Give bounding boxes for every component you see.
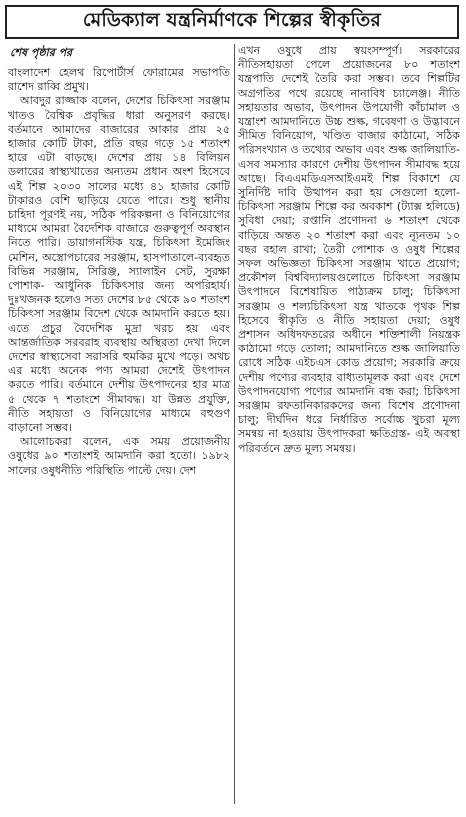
continued-note: শেষ পৃষ্ঠার পর xyxy=(10,46,73,59)
paragraph: এখন ওষুধে প্রায় স্বয়ংসম্পূর্ণ। সরকারের নীতিসহায়তা পেলে প্রয়োজনের ৮০ শতাংশ যন্ত্রপাতি দেশেই তৈরি করা সম্ভব। তবে শিল্পটির অগ্রগতির পথে রয়েছে নানাবিধ চ্যালেঞ্জ। নীতি সহায়তার অভাব, উৎপাদন উপযোগী কাঁচামাল ও যন্ত্রাংশ আমদানিতে উচ্চ শুল্ক, গবেষণা ও উদ্ভাবনে সীমিত বিনিয়োগ, খণ্ডিত বাজার কাঠামো, সঠিক পরিসংখ্যান ও তথ্যের অভাব এবং শুল্ক জালিয়াতি- এসব সমস্যার কারণে দেশীয় উৎপাদন সীমাবদ্ধ হয়ে আছে। বিএএমডিএসআইএমই শিল্প বিকাশে যে সুনির্দিষ্ট দাবি উত্থাপন করা হয় সেগুলো হলো-চিকিৎসা সরঞ্জাম শিল্পে কর অবকাশ (ট্যাক্স হলিডে) সুবিধা দেয়া; রপ্তানি প্রণোদনা ৬ শতাংশ থেকে বাড়িয়ে অন্তত ২০ শতাংশ করা এবং ন্যূনতম ১০ বছর বহাল রাখা; তৈরী পোশাক ও ওষুধ শিল্পের সফল অভিজ্ঞতা চিকিৎসা সরঞ্জাম খাতে প্রয়োগ; প্রকৌশল বিশ্ববিদ্যালয়গুলোতে চিকিৎসা সরঞ্জাম উৎপাদনে বিশেষায়িত পাঠ্যক্রম চালু; চিকিৎসা সরঞ্জাম ও শল্যচিকিৎসা যন্ত্র খাতকে পৃথক শিল্প হিসেবে স্বীকৃতি ও নীতি সহায়তা দেয়া; ওষুধ প্রশাসন অধিদফতরের অধীনে শক্তিশালী নিয়ন্ত্রক কাঠামো গড়ে তোলা; আমদানিতে শুল্ক জালিয়াতি রোধে সঠিক এইচএস কোড প্রয়োগ; সরকারি ক্রয়ে দেশীয় পণ্যের ব্যবহার বাধ্যতামূলক করা এবং দেশে উৎপাদনযোগ্য পণ্যের আমদানি বন্ধ করা; চিকিৎসা সরঞ্জাম রফতানিকারকদের জন্য বিশেষ প্রণোদনা চালু; দীর্ঘদিন ধরে নির্ধারিত সর্বোচ্চ খুচরা মূল্য সমন্বয় না হওয়ায় উৎপাদকরা ক্ষতিগ্রস্ত- এই অবস্থা পরিবর্তনে দ্রুত মূল্য সমন্বয়। xyxy=(238,44,460,455)
column-divider xyxy=(234,44,235,804)
paragraph: আবদুর রাজ্জাক বলেন, দেশের চিকিৎসা সরঞ্জাম খাতও বৈশ্বিক প্রবৃদ্ধির ধারা অনুসরণ করছে। বর্তমানে আমাদের বাজারের আকার প্রায় ২৫ হাজার কোটি টাকা, প্রতি বছর গড়ে ১৫ শতাংশ হারে এটা বাড়ছে। দেশের প্রায় ১৪ বিলিয়ন ডলারের স্বাস্থ্যখাতের অন্যতম প্রধান অংশ হিসেবে এই শিল্প ২০৩০ সালের মধ্যে ৪১ হাজার কোটি টাকারও বেশি ছাড়িয়ে যেতে পারে। শুধু স্থানীয় চাহিদা পূরণই নয়, সঠিক পরিকল্পনা ও বিনিয়োগের মাধ্যমে আমরা বৈদেশিক বাজারে গুরুত্বপূর্ণ অবস্থান নিতে পারি। ডায়াগনস্টিক যন্ত্র, চিকিৎসা ইমেজিং মেশিন, অস্ত্রোপচারের সরঞ্জাম, হাসপাতালে-ব্যবহৃত বিভিন্ন সরঞ্জাম, সিরিঞ্জ, স্যালাইন সেট, সুরক্ষা পোশাক- আধুনিক চিকিৎসার জন্য অপরিহার্য। দুঃখজনক হলেও সত্য দেশের ৮৫ থেকে ৯০ শতাংশ চিকিৎসা সরঞ্জাম বিদেশ থেকে আমদানি করতে হয়। এতে প্রচুর বৈদেশিক মুদ্রা খরচ হয় এবং আন্তর্জাতিক সরবরাহ ব্যবস্থায় অস্থিরতা দেখা দিলে দেশের স্বাস্থ্যসেবা সরাসরি হুমকির মুখে পড়ে। অথচ এর মধ্যে অনেক পণ্য আমরা দেশেই উৎপাদন করতে পারি। বর্তমানে দেশীয় উৎপাদনের হার মাত্র ৫ থেকে ৭ শতাংশে সীমাবদ্ধ। যা উন্নত প্রযুক্তি, নীতি সহায়তা ও বিনিয়োগের মাধ্যমে বহুগুণ বাড়ানো সম্ভব। xyxy=(8,94,230,435)
right-column xyxy=(238,44,460,456)
article-headline: মেডিক্যাল যন্ত্রনির্মাণকে শিল্পের স্বীকৃতির xyxy=(5,5,459,39)
left-column xyxy=(8,44,230,478)
paragraph: বাংলাদেশ হেলথ রিপোর্টার্স ফোরামের সভাপতি রাশেদ রাব্বি প্রমুখ। xyxy=(8,66,230,94)
paragraph: আলোচকরা বলেন, এক সময় প্রয়োজনীয় ওষুধের ৯০ শতাংশই আমদানি করা হতো। ১৯৮২ সালের ওষুধনীতি পরিস্থিতি পাল্টে দেয়। দেশ xyxy=(8,435,230,477)
